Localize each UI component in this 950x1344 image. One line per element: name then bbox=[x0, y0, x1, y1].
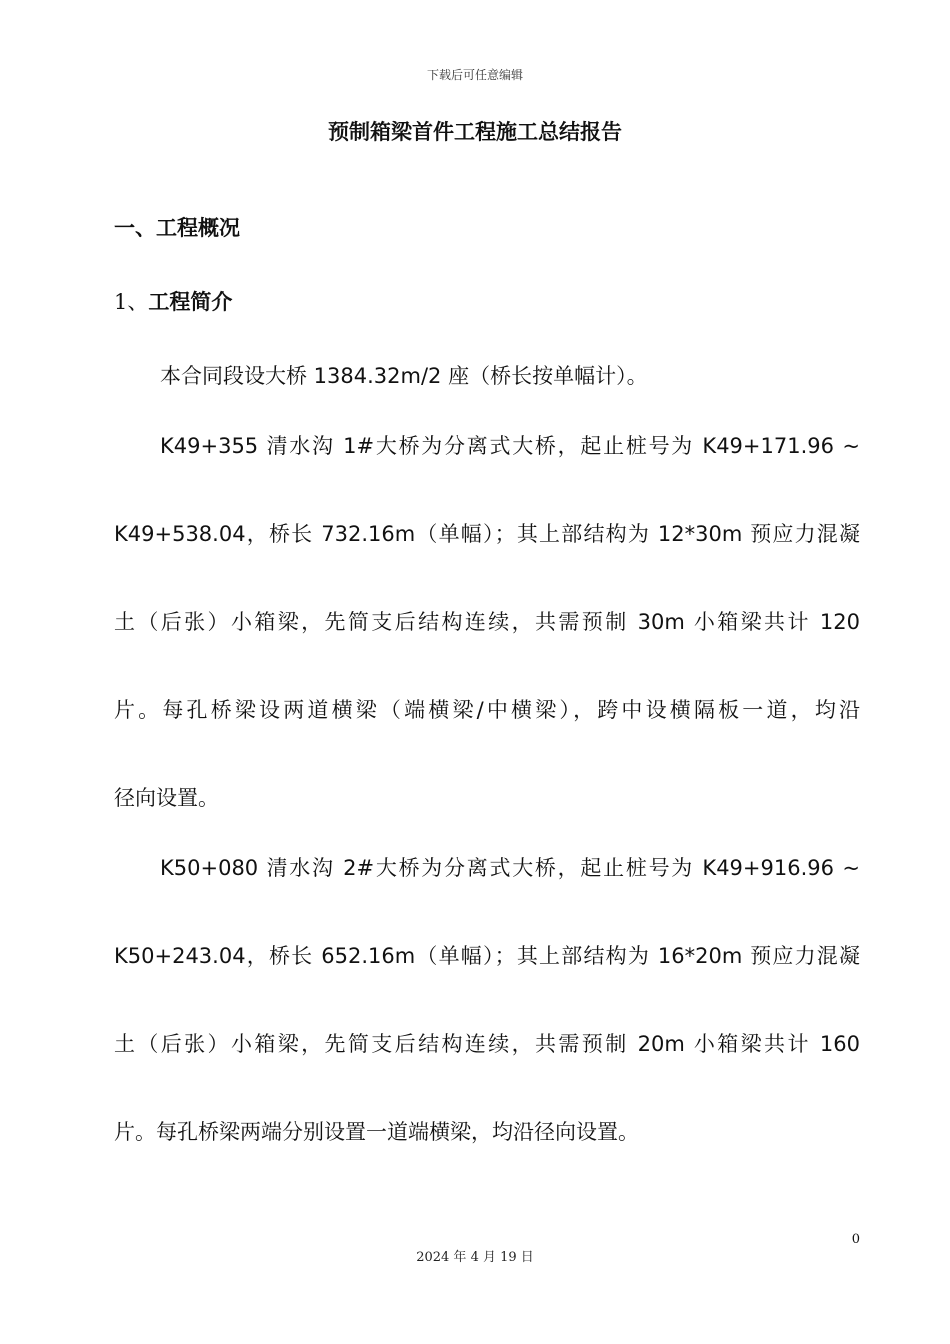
footer-date: 2024 年 4 月 19 日 bbox=[416, 1250, 534, 1265]
paragraph-line: K49+355 清水沟 1#大桥为分离式大桥，起止桩号为 K49+171.96 ~ bbox=[160, 434, 860, 458]
paragraph-bridge-2 bbox=[114, 824, 860, 1176]
paragraph-line: K50+243.04，桥长 652.16m（单幅）；其上部结构为 16*20m 预应力混凝 bbox=[114, 944, 860, 968]
section-heading: 一、工程概况 bbox=[114, 216, 240, 240]
page-number: 0 bbox=[851, 1232, 860, 1247]
header-note: 下载后可任意编辑 bbox=[426, 68, 523, 82]
paragraph-line: 片。每孔桥梁两端分别设置一道端横梁，均沿径向设置。 bbox=[114, 1120, 639, 1144]
document-title: 预制箱梁首件工程施工总结报告 bbox=[328, 120, 622, 144]
paragraph-line: 片。每孔桥梁设两道横梁（端横梁/中横梁），跨中设横隔板一道，均沿 bbox=[114, 698, 860, 722]
paragraph-line: 本合同段设大桥 1384.32m/2 座（桥长按单幅计）。 bbox=[160, 364, 648, 388]
subsection-title: 工程简介 bbox=[148, 290, 233, 314]
paragraph-line: 土（后张）小箱梁，先简支后结构连续，共需预制 20m 小箱梁共计 160 bbox=[114, 1032, 860, 1056]
paragraph-line: 土（后张）小箱梁，先简支后结构连续，共需预制 30m 小箱梁共计 120 bbox=[114, 610, 860, 634]
paragraph-bridge-1 bbox=[114, 402, 860, 842]
paragraph-line: K50+080 清水沟 2#大桥为分离式大桥，起止桩号为 K49+916.96 ~ bbox=[160, 856, 860, 880]
paragraph-line: 径向设置。 bbox=[114, 786, 219, 810]
paragraph-line: K49+538.04，桥长 732.16m（单幅）；其上部结构为 12*30m 预应力混凝 bbox=[114, 522, 860, 546]
subsection-heading bbox=[114, 286, 232, 316]
subsection-number: 1、 bbox=[114, 290, 149, 314]
